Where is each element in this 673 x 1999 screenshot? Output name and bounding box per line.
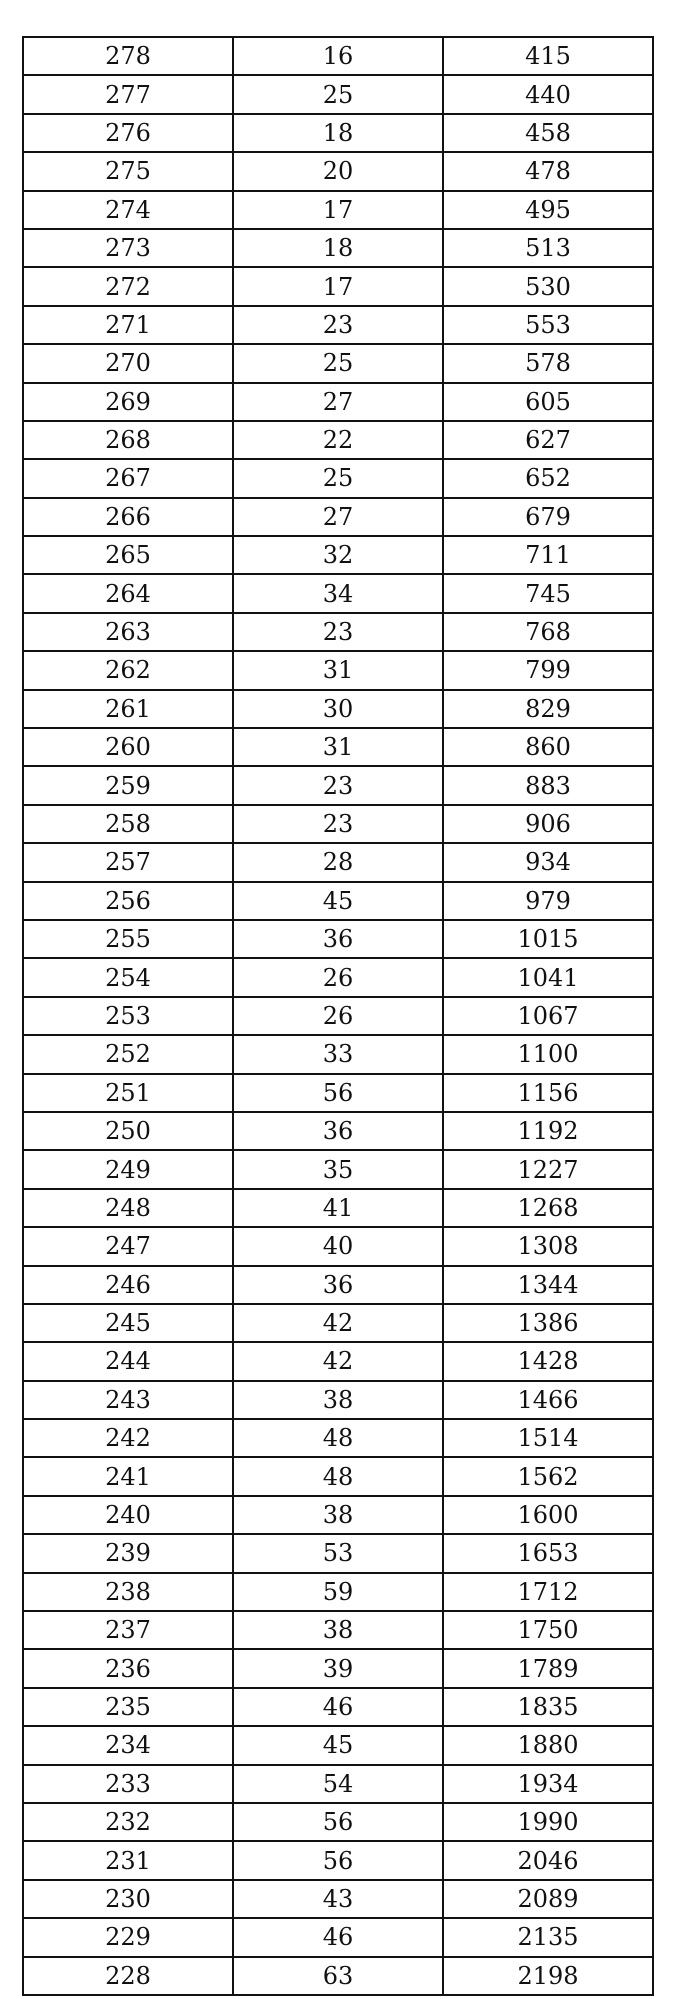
cumulative-cell: 1308 — [443, 1227, 653, 1265]
score-cell: 267 — [23, 459, 233, 497]
count-cell: 43 — [233, 1880, 443, 1918]
cumulative-cell: 1835 — [443, 1688, 653, 1726]
table-row — [23, 1649, 653, 1687]
table-row — [23, 1880, 653, 1918]
table-row — [23, 651, 653, 689]
table-row — [23, 1457, 653, 1495]
table-row — [23, 1573, 653, 1611]
count-cell: 40 — [233, 1227, 443, 1265]
table-row — [23, 1841, 653, 1879]
count-cell: 25 — [233, 344, 443, 382]
table-row — [23, 152, 653, 190]
score-cell: 273 — [23, 229, 233, 267]
table-row — [23, 1918, 653, 1956]
count-cell: 26 — [233, 958, 443, 996]
score-cell: 266 — [23, 498, 233, 536]
cumulative-cell: 711 — [443, 536, 653, 574]
score-cell: 229 — [23, 1918, 233, 1956]
cumulative-cell: 1156 — [443, 1074, 653, 1112]
table-row — [23, 1765, 653, 1803]
score-cell: 256 — [23, 882, 233, 920]
score-cell: 258 — [23, 805, 233, 843]
table-row — [23, 613, 653, 651]
score-cell: 261 — [23, 690, 233, 728]
score-cell: 265 — [23, 536, 233, 574]
cumulative-cell: 1653 — [443, 1534, 653, 1572]
score-cell: 241 — [23, 1457, 233, 1495]
score-cell: 248 — [23, 1189, 233, 1227]
score-cell: 232 — [23, 1803, 233, 1841]
count-cell: 42 — [233, 1342, 443, 1380]
count-cell: 38 — [233, 1611, 443, 1649]
table-row — [23, 728, 653, 766]
score-cell: 259 — [23, 766, 233, 804]
score-cell: 238 — [23, 1573, 233, 1611]
cumulative-cell: 745 — [443, 574, 653, 612]
count-cell: 23 — [233, 306, 443, 344]
table-row — [23, 1112, 653, 1150]
table-row — [23, 1035, 653, 1073]
count-cell: 32 — [233, 536, 443, 574]
count-cell: 46 — [233, 1688, 443, 1726]
count-cell: 20 — [233, 152, 443, 190]
score-cell: 251 — [23, 1074, 233, 1112]
count-cell: 27 — [233, 498, 443, 536]
count-cell: 28 — [233, 843, 443, 881]
cumulative-cell: 578 — [443, 344, 653, 382]
table-row — [23, 805, 653, 843]
score-table — [22, 36, 654, 1996]
cumulative-cell: 605 — [443, 383, 653, 421]
score-cell: 260 — [23, 728, 233, 766]
count-cell: 46 — [233, 1918, 443, 1956]
score-cell: 247 — [23, 1227, 233, 1265]
table-row — [23, 882, 653, 920]
table-row — [23, 75, 653, 113]
table-row — [23, 1189, 653, 1227]
table-row — [23, 229, 653, 267]
table-row — [23, 1534, 653, 1572]
cumulative-cell: 1344 — [443, 1266, 653, 1304]
score-cell: 237 — [23, 1611, 233, 1649]
table-row — [23, 1803, 653, 1841]
count-cell: 23 — [233, 766, 443, 804]
table-row — [23, 1304, 653, 1342]
count-cell: 36 — [233, 920, 443, 958]
table-row — [23, 267, 653, 305]
count-cell: 42 — [233, 1304, 443, 1342]
cumulative-cell: 1562 — [443, 1457, 653, 1495]
score-cell: 275 — [23, 152, 233, 190]
cumulative-cell: 1227 — [443, 1150, 653, 1188]
table-row — [23, 344, 653, 382]
cumulative-cell: 415 — [443, 37, 653, 75]
table-row — [23, 574, 653, 612]
score-cell: 274 — [23, 191, 233, 229]
cumulative-cell: 1750 — [443, 1611, 653, 1649]
score-cell: 254 — [23, 958, 233, 996]
cumulative-cell: 530 — [443, 267, 653, 305]
count-cell: 31 — [233, 651, 443, 689]
cumulative-cell: 679 — [443, 498, 653, 536]
cumulative-cell: 1990 — [443, 1803, 653, 1841]
table-row — [23, 1496, 653, 1534]
count-cell: 36 — [233, 1112, 443, 1150]
score-cell: 231 — [23, 1841, 233, 1879]
cumulative-cell: 1100 — [443, 1035, 653, 1073]
table-row — [23, 536, 653, 574]
count-cell: 36 — [233, 1266, 443, 1304]
cumulative-cell: 1712 — [443, 1573, 653, 1611]
score-cell: 235 — [23, 1688, 233, 1726]
count-cell: 31 — [233, 728, 443, 766]
table-row — [23, 690, 653, 728]
count-cell: 25 — [233, 75, 443, 113]
score-cell: 255 — [23, 920, 233, 958]
cumulative-cell: 1041 — [443, 958, 653, 996]
count-cell: 48 — [233, 1457, 443, 1495]
cumulative-cell: 458 — [443, 114, 653, 152]
score-cell: 253 — [23, 997, 233, 1035]
cumulative-cell: 478 — [443, 152, 653, 190]
count-cell: 18 — [233, 229, 443, 267]
count-cell: 23 — [233, 613, 443, 651]
table-row — [23, 459, 653, 497]
count-cell: 22 — [233, 421, 443, 459]
score-cell: 246 — [23, 1266, 233, 1304]
table-row — [23, 191, 653, 229]
count-cell: 59 — [233, 1573, 443, 1611]
cumulative-cell: 906 — [443, 805, 653, 843]
table-row — [23, 1419, 653, 1457]
score-cell: 272 — [23, 267, 233, 305]
table-row — [23, 1074, 653, 1112]
score-cell: 242 — [23, 1419, 233, 1457]
table-row — [23, 1726, 653, 1764]
cumulative-cell: 979 — [443, 882, 653, 920]
table-row — [23, 37, 653, 75]
count-cell: 53 — [233, 1534, 443, 1572]
table-row — [23, 498, 653, 536]
table-row — [23, 1611, 653, 1649]
score-cell: 257 — [23, 843, 233, 881]
score-cell: 240 — [23, 1496, 233, 1534]
cumulative-cell: 553 — [443, 306, 653, 344]
score-cell: 270 — [23, 344, 233, 382]
cumulative-cell: 768 — [443, 613, 653, 651]
count-cell: 45 — [233, 882, 443, 920]
table-row — [23, 421, 653, 459]
cumulative-cell: 1880 — [443, 1726, 653, 1764]
score-cell: 233 — [23, 1765, 233, 1803]
score-cell: 234 — [23, 1726, 233, 1764]
table-row — [23, 1227, 653, 1265]
cumulative-cell: 1067 — [443, 997, 653, 1035]
table-row — [23, 114, 653, 152]
cumulative-cell: 1934 — [443, 1765, 653, 1803]
score-cell: 228 — [23, 1957, 233, 1995]
table-row — [23, 997, 653, 1035]
cumulative-cell: 829 — [443, 690, 653, 728]
count-cell: 18 — [233, 114, 443, 152]
score-cell: 271 — [23, 306, 233, 344]
count-cell: 35 — [233, 1150, 443, 1188]
score-cell: 239 — [23, 1534, 233, 1572]
table-row — [23, 1381, 653, 1419]
count-cell: 25 — [233, 459, 443, 497]
count-cell: 23 — [233, 805, 443, 843]
count-cell: 16 — [233, 37, 443, 75]
score-cell: 269 — [23, 383, 233, 421]
cumulative-cell: 1514 — [443, 1419, 653, 1457]
score-cell: 244 — [23, 1342, 233, 1380]
score-cell: 250 — [23, 1112, 233, 1150]
count-cell: 63 — [233, 1957, 443, 1995]
score-cell: 278 — [23, 37, 233, 75]
count-cell: 54 — [233, 1765, 443, 1803]
cumulative-cell: 495 — [443, 191, 653, 229]
table-row — [23, 766, 653, 804]
table-row — [23, 1342, 653, 1380]
score-cell: 245 — [23, 1304, 233, 1342]
table-row — [23, 1688, 653, 1726]
count-cell: 17 — [233, 267, 443, 305]
score-cell: 230 — [23, 1880, 233, 1918]
count-cell: 41 — [233, 1189, 443, 1227]
cumulative-cell: 934 — [443, 843, 653, 881]
cumulative-cell: 1386 — [443, 1304, 653, 1342]
count-cell: 27 — [233, 383, 443, 421]
cumulative-cell: 2089 — [443, 1880, 653, 1918]
cumulative-cell: 1600 — [443, 1496, 653, 1534]
cumulative-cell: 1268 — [443, 1189, 653, 1227]
count-cell: 56 — [233, 1803, 443, 1841]
count-cell: 38 — [233, 1381, 443, 1419]
cumulative-cell: 1192 — [443, 1112, 653, 1150]
count-cell: 26 — [233, 997, 443, 1035]
count-cell: 17 — [233, 191, 443, 229]
count-cell: 33 — [233, 1035, 443, 1073]
count-cell: 34 — [233, 574, 443, 612]
count-cell: 56 — [233, 1841, 443, 1879]
cumulative-cell: 2046 — [443, 1841, 653, 1879]
cumulative-cell: 860 — [443, 728, 653, 766]
score-cell: 264 — [23, 574, 233, 612]
cumulative-cell: 883 — [443, 766, 653, 804]
table-row — [23, 920, 653, 958]
score-cell: 236 — [23, 1649, 233, 1687]
score-cell: 262 — [23, 651, 233, 689]
table-row — [23, 383, 653, 421]
score-cell: 243 — [23, 1381, 233, 1419]
count-cell: 48 — [233, 1419, 443, 1457]
table-row — [23, 1150, 653, 1188]
table-row — [23, 306, 653, 344]
count-cell: 30 — [233, 690, 443, 728]
cumulative-cell: 2198 — [443, 1957, 653, 1995]
count-cell: 56 — [233, 1074, 443, 1112]
table-row — [23, 1266, 653, 1304]
score-cell: 276 — [23, 114, 233, 152]
cumulative-cell: 1466 — [443, 1381, 653, 1419]
count-cell: 39 — [233, 1649, 443, 1687]
score-cell: 252 — [23, 1035, 233, 1073]
table-body — [23, 37, 653, 1995]
score-cell: 249 — [23, 1150, 233, 1188]
cumulative-cell: 1428 — [443, 1342, 653, 1380]
cumulative-cell: 652 — [443, 459, 653, 497]
score-cell: 277 — [23, 75, 233, 113]
table-row — [23, 958, 653, 996]
cumulative-cell: 1015 — [443, 920, 653, 958]
cumulative-cell: 513 — [443, 229, 653, 267]
count-cell: 45 — [233, 1726, 443, 1764]
cumulative-cell: 1789 — [443, 1649, 653, 1687]
table-row — [23, 1957, 653, 1995]
cumulative-cell: 2135 — [443, 1918, 653, 1956]
cumulative-cell: 440 — [443, 75, 653, 113]
cumulative-cell: 627 — [443, 421, 653, 459]
score-cell: 263 — [23, 613, 233, 651]
table-row — [23, 843, 653, 881]
count-cell: 38 — [233, 1496, 443, 1534]
cumulative-cell: 799 — [443, 651, 653, 689]
score-cell: 268 — [23, 421, 233, 459]
